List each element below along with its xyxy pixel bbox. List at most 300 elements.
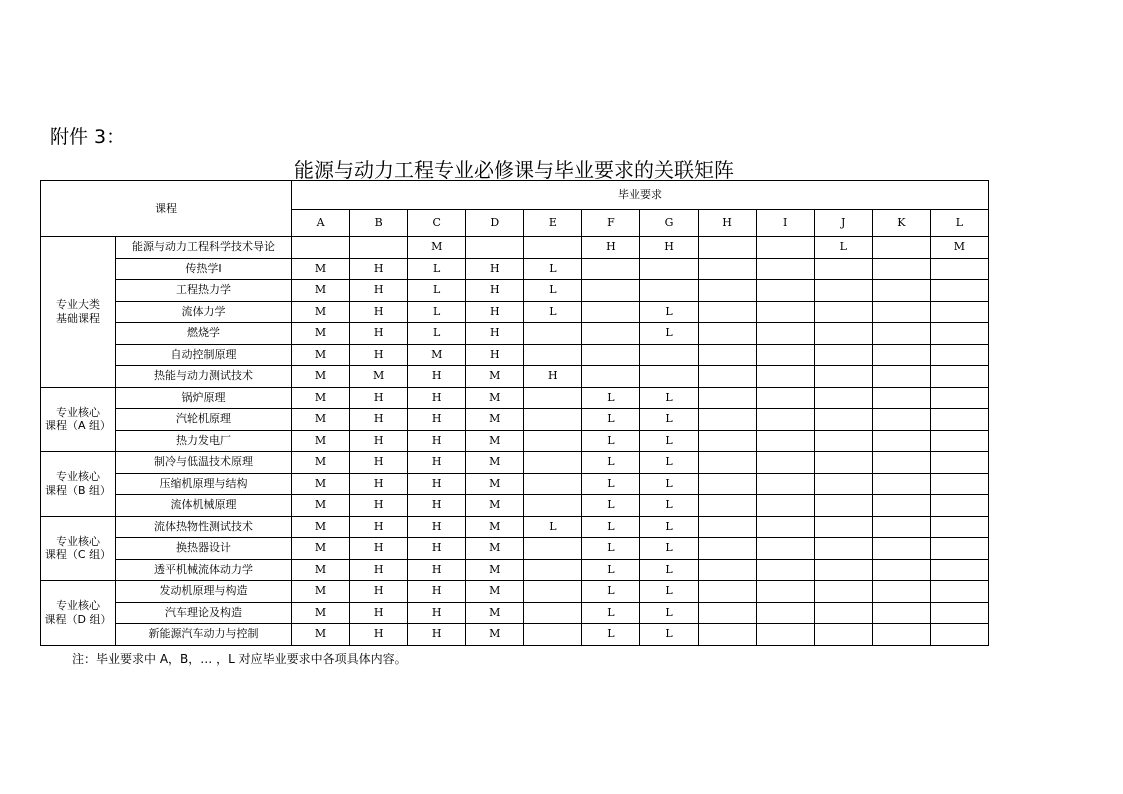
matrix-cell: M	[466, 559, 524, 581]
matrix-cell: H	[350, 495, 408, 517]
table-row	[41, 624, 989, 646]
matrix-cell: H	[408, 452, 466, 474]
matrix-cell: L	[582, 516, 640, 538]
matrix-cell: M	[292, 559, 350, 581]
matrix-cell: H	[408, 387, 466, 409]
course-name: 汽车理论及构造	[116, 602, 292, 624]
matrix-cell: H	[350, 344, 408, 366]
course-name: 透平机械流体动力学	[116, 559, 292, 581]
matrix-cell: H	[408, 624, 466, 646]
matrix-cell	[524, 452, 582, 474]
matrix-cell	[814, 516, 872, 538]
matrix-cell	[756, 495, 814, 517]
matrix-cell	[814, 559, 872, 581]
matrix-cell	[872, 323, 930, 345]
matrix-cell	[930, 538, 988, 560]
matrix-cell: H	[408, 473, 466, 495]
matrix-cell: M	[292, 344, 350, 366]
matrix-cell: M	[466, 516, 524, 538]
matrix-cell: L	[640, 387, 698, 409]
matrix-cell: M	[350, 366, 408, 388]
matrix-cell: M	[292, 624, 350, 646]
matrix-cell: M	[292, 387, 350, 409]
matrix-cell	[872, 538, 930, 560]
matrix-cell	[698, 602, 756, 624]
matrix-cell: M	[292, 430, 350, 452]
matrix-cell	[872, 516, 930, 538]
group-label-line: 专业核心	[56, 599, 100, 612]
column-header-f: F	[582, 210, 640, 237]
group-label-line: 课程（C 组）	[44, 548, 112, 562]
matrix-cell: L	[582, 559, 640, 581]
matrix-cell: L	[582, 495, 640, 517]
matrix-cell	[582, 366, 640, 388]
matrix-cell: M	[292, 516, 350, 538]
page-title: 能源与动力工程专业必修课与毕业要求的关联矩阵	[294, 158, 734, 182]
matrix-cell	[582, 280, 640, 302]
matrix-cell: H	[408, 495, 466, 517]
group-label-line: 课程（D 组）	[44, 612, 112, 626]
matrix-cell	[756, 344, 814, 366]
matrix-cell: L	[582, 473, 640, 495]
matrix-cell: L	[640, 301, 698, 323]
matrix-cell	[872, 581, 930, 603]
matrix-cell: M	[292, 280, 350, 302]
matrix-cell	[292, 237, 350, 259]
matrix-cell	[930, 624, 988, 646]
matrix-cell	[698, 452, 756, 474]
matrix-cell	[582, 323, 640, 345]
course-name: 锅炉原理	[116, 387, 292, 409]
matrix-cell: L	[524, 301, 582, 323]
requirements-header: 毕业要求	[292, 181, 989, 210]
matrix-cell	[930, 559, 988, 581]
matrix-cell: H	[350, 581, 408, 603]
matrix-cell: M	[466, 495, 524, 517]
matrix-cell: L	[640, 452, 698, 474]
matrix-cell	[640, 344, 698, 366]
group-label-line: 课程（B 组）	[44, 483, 112, 497]
matrix-cell	[756, 323, 814, 345]
matrix-cell	[756, 430, 814, 452]
matrix-cell: H	[350, 473, 408, 495]
matrix-cell	[698, 559, 756, 581]
matrix-cell	[930, 473, 988, 495]
matrix-cell	[756, 538, 814, 560]
matrix-cell: H	[350, 430, 408, 452]
matrix-cell	[756, 301, 814, 323]
matrix-cell	[872, 495, 930, 517]
course-header: 课程	[41, 181, 292, 237]
column-header-d: D	[466, 210, 524, 237]
matrix-cell	[756, 237, 814, 259]
group-label	[41, 237, 116, 388]
matrix-cell: M	[292, 452, 350, 474]
matrix-cell: L	[582, 387, 640, 409]
group-label	[41, 387, 116, 452]
matrix-cell	[640, 366, 698, 388]
table-row	[41, 409, 989, 431]
matrix-cell: M	[292, 473, 350, 495]
course-name: 制冷与低温技术原理	[116, 452, 292, 474]
group-label-line: 课程（A 组）	[44, 419, 112, 433]
matrix-cell	[698, 430, 756, 452]
matrix-cell	[524, 559, 582, 581]
matrix-cell: H	[524, 366, 582, 388]
matrix-cell	[524, 581, 582, 603]
matrix-cell: H	[408, 430, 466, 452]
matrix-cell	[756, 624, 814, 646]
matrix-cell: H	[582, 237, 640, 259]
matrix-cell: H	[640, 237, 698, 259]
matrix-cell	[930, 344, 988, 366]
matrix-cell	[756, 581, 814, 603]
matrix-cell: M	[466, 602, 524, 624]
column-header-k: K	[872, 210, 930, 237]
matrix-cell: M	[466, 452, 524, 474]
matrix-cell: M	[466, 430, 524, 452]
matrix-cell	[814, 452, 872, 474]
course-name: 工程热力学	[116, 280, 292, 302]
matrix-cell: L	[582, 409, 640, 431]
matrix-cell: H	[466, 323, 524, 345]
matrix-cell	[698, 366, 756, 388]
matrix-cell: H	[350, 258, 408, 280]
matrix-cell	[524, 624, 582, 646]
matrix-cell: M	[466, 581, 524, 603]
matrix-cell	[582, 301, 640, 323]
matrix-cell: M	[466, 538, 524, 560]
matrix-cell	[872, 409, 930, 431]
matrix-cell: H	[466, 344, 524, 366]
matrix-cell: L	[582, 538, 640, 560]
table-row	[41, 280, 989, 302]
matrix-cell: L	[640, 538, 698, 560]
matrix-cell	[466, 237, 524, 259]
matrix-cell	[930, 323, 988, 345]
table-row	[41, 387, 989, 409]
matrix-cell: L	[408, 301, 466, 323]
matrix-cell: L	[408, 280, 466, 302]
matrix-cell: M	[292, 323, 350, 345]
matrix-cell: M	[292, 301, 350, 323]
matrix-cell	[930, 280, 988, 302]
column-header-j: J	[814, 210, 872, 237]
matrix-cell	[814, 581, 872, 603]
course-name: 传热学Ⅰ	[116, 258, 292, 280]
matrix-cell	[814, 258, 872, 280]
column-header-i: I	[756, 210, 814, 237]
matrix-cell: L	[582, 602, 640, 624]
matrix-cell	[814, 409, 872, 431]
matrix-cell	[930, 430, 988, 452]
matrix-cell	[698, 301, 756, 323]
matrix-cell: M	[466, 387, 524, 409]
matrix-cell: H	[350, 323, 408, 345]
matrix-cell	[814, 280, 872, 302]
matrix-cell	[698, 538, 756, 560]
matrix-cell	[756, 280, 814, 302]
matrix-cell: M	[930, 237, 988, 259]
matrix-cell	[930, 452, 988, 474]
matrix-cell: L	[524, 516, 582, 538]
matrix-cell: H	[350, 602, 408, 624]
matrix-cell: M	[408, 237, 466, 259]
table-row	[41, 323, 989, 345]
matrix-cell: H	[350, 301, 408, 323]
group-label	[41, 516, 116, 581]
matrix-cell	[524, 387, 582, 409]
matrix-cell: L	[408, 258, 466, 280]
matrix-cell: L	[640, 624, 698, 646]
matrix-cell	[814, 624, 872, 646]
matrix-cell: H	[466, 280, 524, 302]
matrix-cell: L	[524, 280, 582, 302]
matrix-cell	[524, 473, 582, 495]
matrix-cell	[872, 366, 930, 388]
matrix-cell: M	[408, 344, 466, 366]
matrix-cell: L	[640, 495, 698, 517]
matrix-cell: L	[524, 258, 582, 280]
matrix-cell	[872, 473, 930, 495]
matrix-cell: M	[292, 258, 350, 280]
matrix-cell	[698, 258, 756, 280]
course-name: 燃烧学	[116, 323, 292, 345]
group-label	[41, 452, 116, 517]
matrix-cell	[524, 430, 582, 452]
matrix-cell: L	[814, 237, 872, 259]
matrix-cell: H	[466, 258, 524, 280]
matrix-cell	[524, 538, 582, 560]
matrix-cell: M	[292, 366, 350, 388]
matrix-cell	[756, 559, 814, 581]
matrix-cell	[814, 538, 872, 560]
matrix-cell	[872, 344, 930, 366]
relation-matrix-table	[40, 180, 989, 646]
matrix-cell: L	[640, 559, 698, 581]
matrix-cell	[930, 387, 988, 409]
matrix-cell	[698, 237, 756, 259]
matrix-cell	[872, 301, 930, 323]
matrix-cell	[930, 409, 988, 431]
matrix-cell	[756, 366, 814, 388]
course-name: 换热器设计	[116, 538, 292, 560]
table-row	[41, 473, 989, 495]
matrix-cell: M	[466, 409, 524, 431]
matrix-cell	[698, 344, 756, 366]
matrix-cell	[756, 473, 814, 495]
matrix-cell: L	[640, 516, 698, 538]
matrix-cell: L	[640, 602, 698, 624]
matrix-cell: M	[292, 538, 350, 560]
matrix-cell	[756, 387, 814, 409]
course-name: 压缩机原理与结构	[116, 473, 292, 495]
matrix-cell: L	[640, 581, 698, 603]
course-name: 汽轮机原理	[116, 409, 292, 431]
matrix-cell	[524, 344, 582, 366]
table-row	[41, 495, 989, 517]
matrix-cell: H	[408, 559, 466, 581]
matrix-cell	[350, 237, 408, 259]
column-header-c: C	[408, 210, 466, 237]
matrix-cell	[524, 323, 582, 345]
matrix-cell: M	[466, 624, 524, 646]
table-row	[41, 452, 989, 474]
matrix-cell	[814, 473, 872, 495]
matrix-cell: L	[640, 409, 698, 431]
matrix-cell: H	[466, 301, 524, 323]
course-name: 热能与动力测试技术	[116, 366, 292, 388]
matrix-cell	[872, 559, 930, 581]
course-name: 新能源汽车动力与控制	[116, 624, 292, 646]
matrix-cell	[814, 323, 872, 345]
matrix-cell	[698, 516, 756, 538]
matrix-cell	[698, 495, 756, 517]
matrix-cell: H	[350, 559, 408, 581]
matrix-cell: L	[640, 323, 698, 345]
matrix-cell	[872, 387, 930, 409]
matrix-cell	[524, 237, 582, 259]
header-row-1	[41, 181, 989, 210]
column-header-l: L	[930, 210, 988, 237]
table-row	[41, 258, 989, 280]
course-name: 自动控制原理	[116, 344, 292, 366]
matrix-cell	[756, 258, 814, 280]
column-header-a: A	[292, 210, 350, 237]
matrix-cell	[756, 409, 814, 431]
matrix-cell	[524, 602, 582, 624]
matrix-cell: L	[640, 473, 698, 495]
matrix-cell	[698, 387, 756, 409]
matrix-cell: H	[350, 624, 408, 646]
matrix-cell	[582, 344, 640, 366]
matrix-cell	[640, 258, 698, 280]
course-name: 流体力学	[116, 301, 292, 323]
column-header-h: H	[698, 210, 756, 237]
group-label-line: 专业核心	[56, 470, 100, 483]
matrix-cell: L	[582, 452, 640, 474]
matrix-cell: H	[350, 280, 408, 302]
matrix-cell	[756, 452, 814, 474]
matrix-cell: M	[292, 602, 350, 624]
matrix-cell: H	[350, 452, 408, 474]
matrix-cell: M	[292, 495, 350, 517]
matrix-cell	[930, 495, 988, 517]
matrix-cell	[930, 602, 988, 624]
matrix-cell	[698, 409, 756, 431]
matrix-cell: L	[582, 581, 640, 603]
matrix-cell	[814, 344, 872, 366]
course-name: 能源与动力工程科学技术导论	[116, 237, 292, 259]
matrix-cell	[640, 280, 698, 302]
table-row	[41, 237, 989, 259]
matrix-cell: H	[350, 409, 408, 431]
matrix-cell: L	[408, 323, 466, 345]
matrix-cell: L	[582, 624, 640, 646]
matrix-cell: H	[408, 516, 466, 538]
matrix-cell	[814, 301, 872, 323]
table-row	[41, 366, 989, 388]
matrix-cell	[930, 301, 988, 323]
course-name: 流体机械原理	[116, 495, 292, 517]
matrix-cell	[872, 258, 930, 280]
table-row	[41, 344, 989, 366]
matrix-cell: H	[408, 602, 466, 624]
matrix-cell: H	[408, 581, 466, 603]
matrix-cell	[814, 430, 872, 452]
matrix-cell	[698, 323, 756, 345]
matrix-cell	[698, 624, 756, 646]
matrix-cell	[872, 624, 930, 646]
matrix-cell	[930, 366, 988, 388]
matrix-cell	[930, 581, 988, 603]
matrix-cell	[814, 495, 872, 517]
matrix-cell	[698, 280, 756, 302]
column-header-g: G	[640, 210, 698, 237]
matrix-cell: H	[350, 387, 408, 409]
table-row	[41, 559, 989, 581]
matrix-cell: H	[408, 538, 466, 560]
matrix-cell: H	[408, 366, 466, 388]
course-name: 热力发电厂	[116, 430, 292, 452]
matrix-cell: M	[292, 409, 350, 431]
table-row	[41, 581, 989, 603]
table-row	[41, 430, 989, 452]
matrix-cell	[524, 495, 582, 517]
footnote: 注：毕业要求中 A，B，… ，L 对应毕业要求中各项具体内容。	[72, 652, 407, 666]
matrix-cell: M	[466, 473, 524, 495]
matrix-cell: L	[640, 430, 698, 452]
matrix-cell	[698, 581, 756, 603]
matrix-cell	[698, 473, 756, 495]
matrix-cell	[930, 258, 988, 280]
matrix-cell	[872, 237, 930, 259]
group-label-line: 专业核心	[56, 534, 100, 548]
column-header-e: E	[524, 210, 582, 237]
matrix-cell	[756, 602, 814, 624]
attachment-label: 附件 3：	[50, 126, 126, 148]
matrix-cell: M	[292, 581, 350, 603]
matrix-cell	[814, 602, 872, 624]
matrix-cell: L	[582, 430, 640, 452]
matrix-cell	[872, 602, 930, 624]
group-label-line: 专业核心	[56, 405, 100, 419]
group-label-line: 专业大类	[56, 298, 100, 311]
matrix-cell: H	[350, 516, 408, 538]
table-row	[41, 538, 989, 560]
matrix-cell	[582, 258, 640, 280]
table-row	[41, 602, 989, 624]
matrix-cell: H	[350, 538, 408, 560]
matrix-cell	[814, 366, 872, 388]
matrix-cell	[814, 387, 872, 409]
group-label-line: 基础课程	[56, 311, 100, 325]
course-name: 发动机原理与构造	[116, 581, 292, 603]
course-name: 流体热物性测试技术	[116, 516, 292, 538]
matrix-cell	[872, 452, 930, 474]
group-label	[41, 581, 116, 646]
matrix-cell	[872, 430, 930, 452]
matrix-cell: H	[408, 409, 466, 431]
matrix-cell	[756, 516, 814, 538]
matrix-cell	[872, 280, 930, 302]
matrix-cell	[524, 409, 582, 431]
table-row	[41, 516, 989, 538]
column-header-b: B	[350, 210, 408, 237]
table-row	[41, 301, 989, 323]
matrix-cell	[930, 516, 988, 538]
matrix-cell: M	[466, 366, 524, 388]
